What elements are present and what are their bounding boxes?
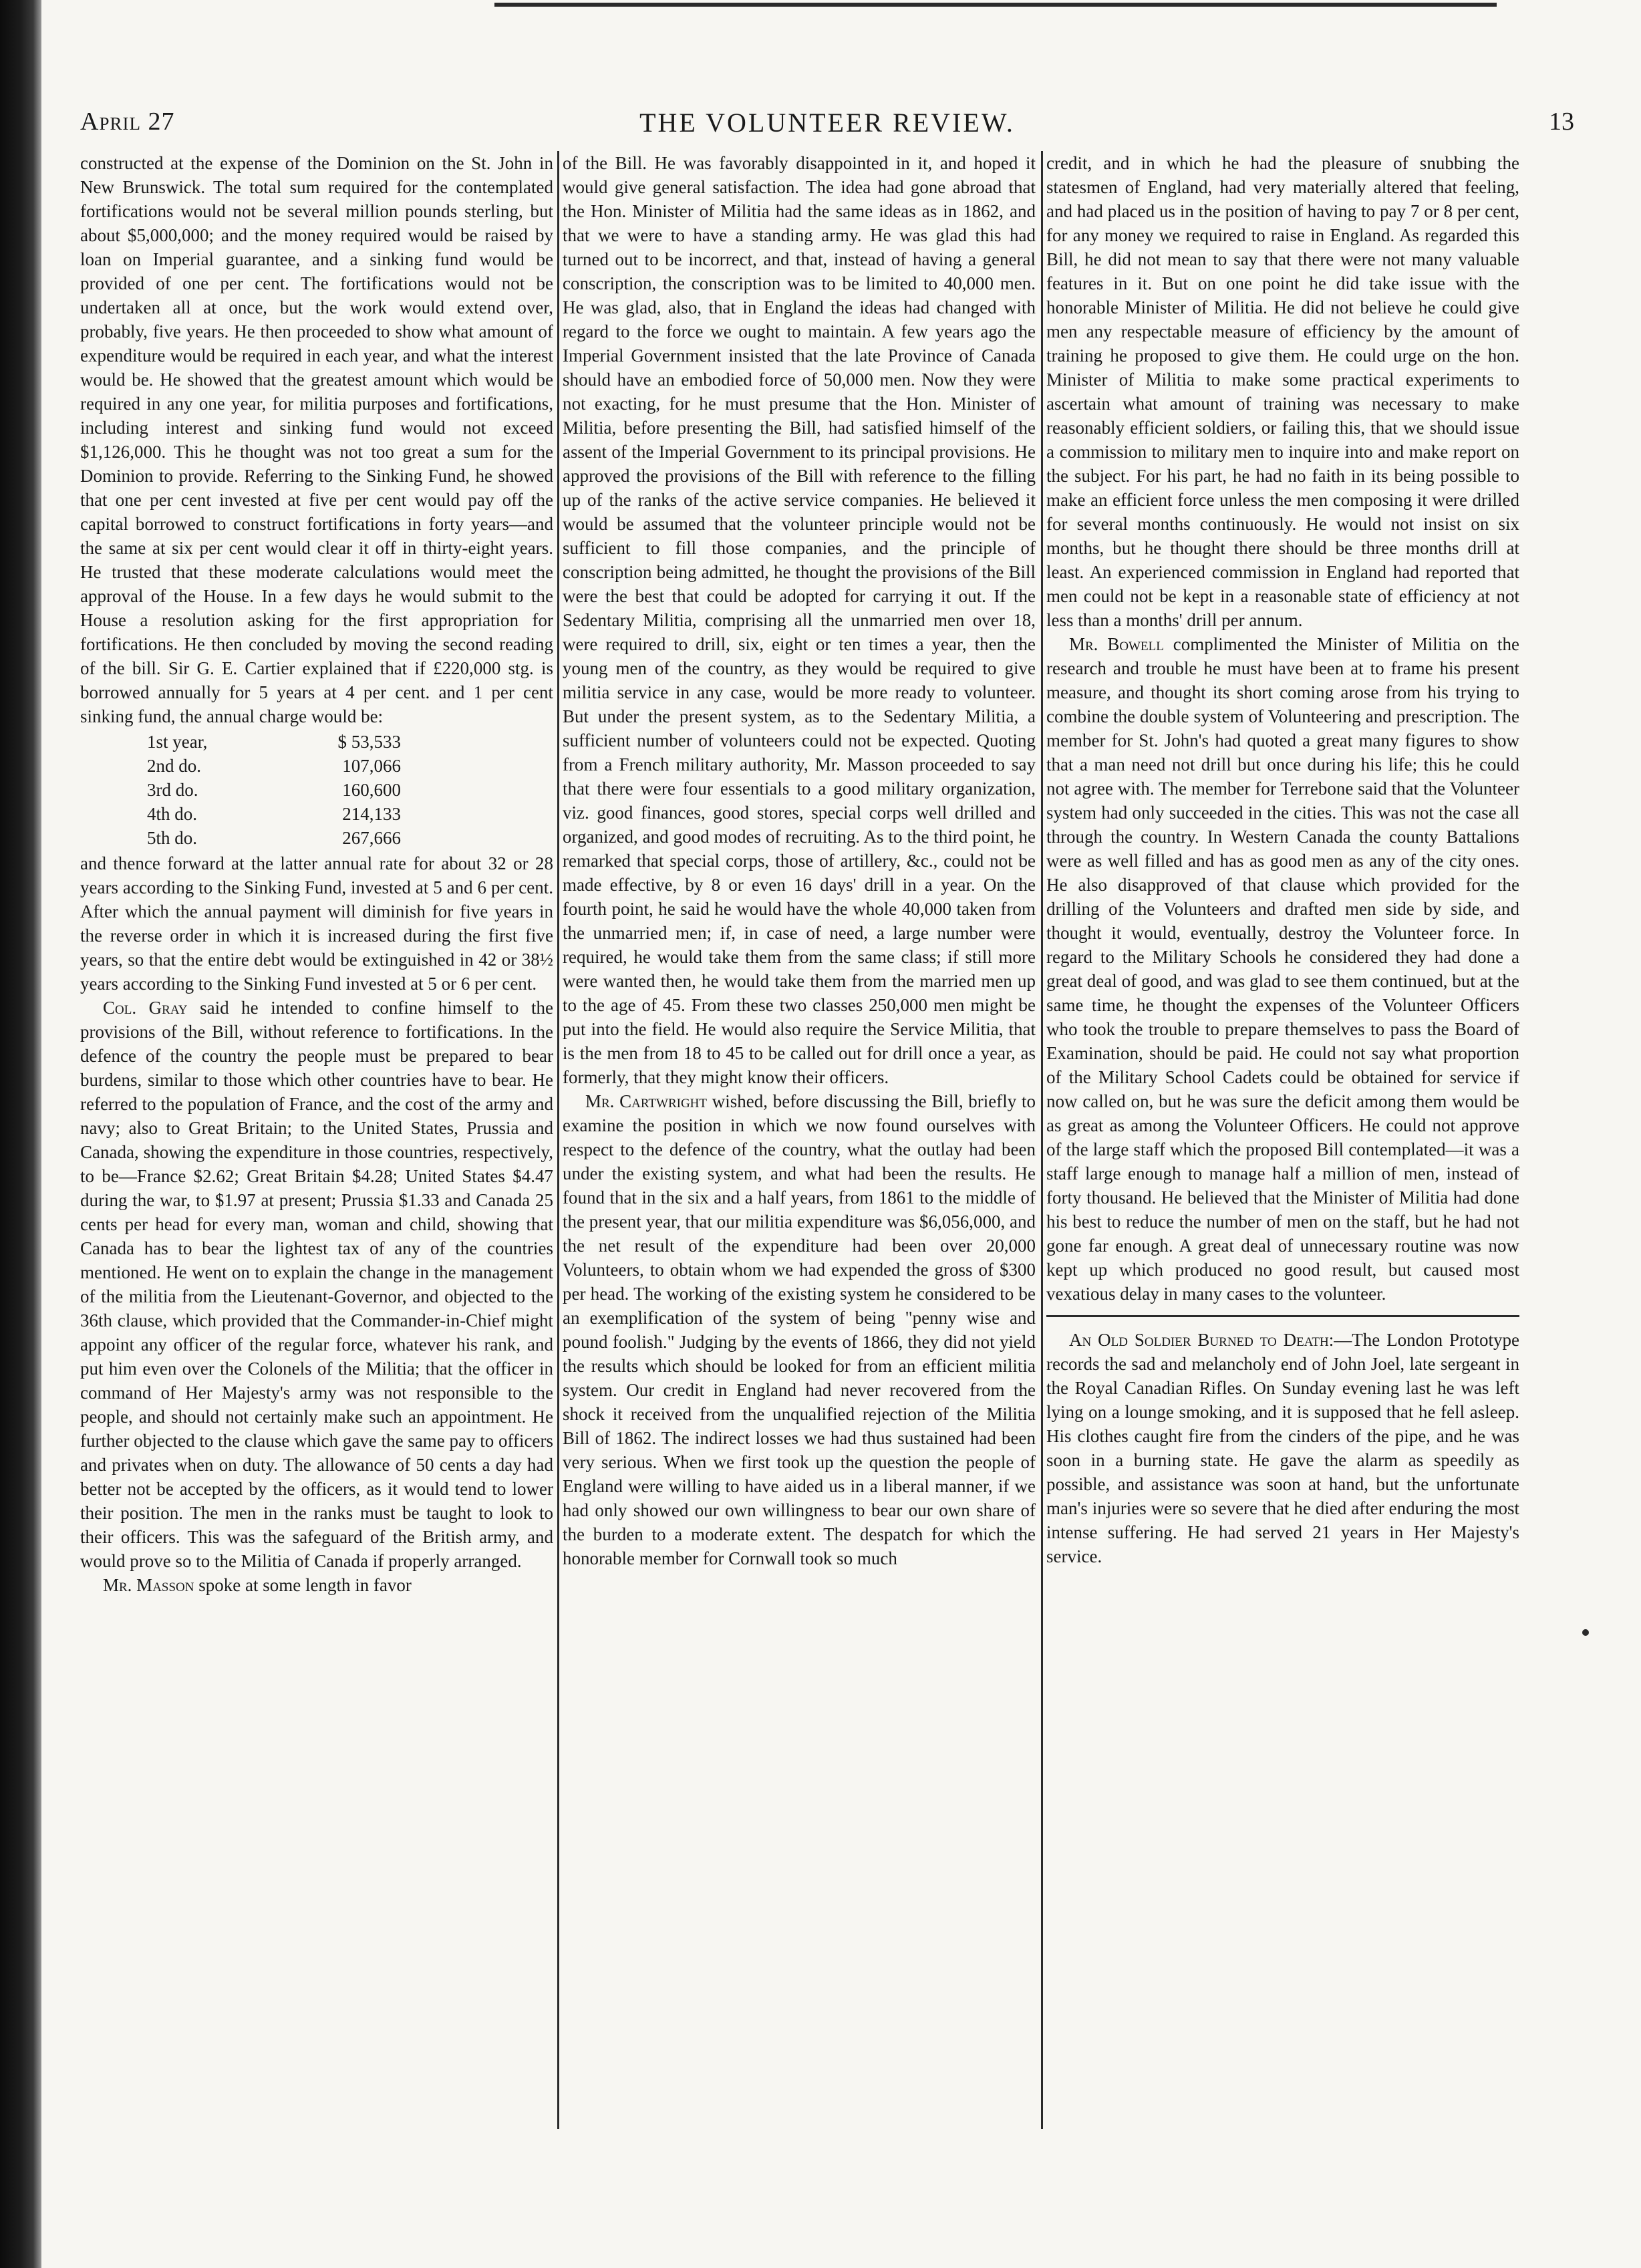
column-rule-2 — [1041, 151, 1043, 2129]
schedule-label: 2nd do. — [147, 756, 201, 776]
schedule-amount: 160,600 — [342, 780, 401, 800]
schedule-amount: 267,666 — [342, 828, 401, 848]
page-binding-edge — [0, 0, 41, 2268]
column-rule-1 — [557, 151, 559, 2129]
col3-paragraph-1: credit, and in which he had the pleasure of snubbing the statesmen of England, had very materially altered that feeling, and had placed us in the position of having to pay 7 or 8 per cent, for any money we required to raise in England. As regarded this Bill, he did not mean to say that there were not many valuable features in it. But on one point he did take issue with the honorable Minister of Militia. He did not believe he could give men any respectable measure of efficiency by the amount of training he proposed to give them. He could urge on the hon. Minister of Militia to make some practical experiments to ascertain what amount of training was necessary to make reasonably efficient soldiers, or failing this, that we should issue a commission to military men to inquire into and make report on the subject. For his part, he had no faith in its being possible to make an efficient force unless the men composing it were drilled for several months continuously. He would not insist on six months, but he thought there should be three months drill at least. An experienced commission in England had reported that men could not be kept in a reasonable state of efficiency at not less than a months' drill per annum. — [1046, 153, 1519, 630]
column-1 — [80, 151, 553, 2209]
speech-text: spoke at some length in favor — [194, 1575, 412, 1595]
speaker-name: Mr. Cartwright — [585, 1091, 708, 1111]
page-header — [80, 107, 1574, 147]
article-heading: An Old Soldier Burned to Death — [1069, 1330, 1329, 1350]
speech-text: wished, before discussing the Bill, briefly to examine the position in which we now found ourselves with respect to the defence of the country, what the outlay had been under the existing system, and what had been the results. He found that in the six and a half years, from 1861 to the middle of the present year, that our militia expenditure was $6,056,000, and the net result of the expenditure had been over 20,000 Volunteers, to obtain whom we had expended the gross of $300 per head. The working of the existing system he considered to be an exemplification of the system of being "penny wise and pound foolish." Judging by the events of 1866, they did not yield the results which should be looked for from an efficient militia system. Our credit in England had never recovered from the shock it received from the unqualified rejection of the Militia Bill of 1862. The indirect losses we had thus sustained had been very serious. When we first took up the question the people of England were willing to have aided us in a liberal manner, if we had only showed our own willingness to bear our own share of the burden to a moderate extent. The despatch for which the honorable member for Cornwall took so much — [563, 1091, 1036, 1568]
publication-title: THE VOLUNTEER REVIEW. — [639, 108, 1015, 138]
col1-paragraph-2: and thence forward at the latter annual rate for about 32 or 28 years according to the Sinking Fund, invested at 5 and 6 per cent. After which the annual payment will diminish for five years in the reverse order in which it is increased during the first five years, so that the entire debt would be extinguished in 42 or 38½ years according to the Sinking Fund invested at 5 or 6 per cent. — [80, 853, 553, 994]
schedule-row — [147, 826, 401, 850]
col2-paragraph-1: of the Bill. He was favorably disappointed in it, and hoped it would give general satisfaction. The idea had gone abroad that the Hon. Minister of Militia had the same ideas as in 1862, and that we were to have a standing army. He was glad this had turned out to be incorrect, and that, instead of having a general conscription, the conscription was to be limited to 40,000 men. He was glad, also, that in England the ideas had changed with regard to the force we ought to maintain. A few years ago the Imperial Government insisted that the late Province of Canada should have an embodied force of 50,000 men. Now they were not exacting, for he must presume that the Hon. Minister of Militia, before presenting the Bill, had satisfied himself of the assent of the Imperial Government to its principal provisions. He approved the provisions of the Bill with reference to the filling up of the ranks of the active service companies. He believed it would be assumed that the volunteer principle would not be sufficient to fill those companies, and the principle of conscription being admitted, he thought the provisions of the Bill were the best that could be adopted for carrying it out. If the Sedentary Militia, comprising all the unmarried men over 18, were required to drill, six, eight or ten times a year, then the young men of the country, as they would be required to give militia service in any case, would be more ready to volunteer. But under the present system, as to the Sedentary Militia, a sufficient number of volunteers could not be expected. Quoting from a French military authority, Mr. Masson proceeded to say that there were four essentials to a good military organization, viz. good finances, good stores, special corps well drilled and organized, and good modes of recruiting. As to the third point, he remarked that special corps, those of artillery, &c., could not be made effective, by 8 or even 16 days' drill in a year. On the fourth point, he said he would have the whole 40,000 taken from the unmarried men; if, in case of need, a large number were required, he would take them from the same class; if still more were wanted then, he would take them from the married men up to the age of 45. From these two classes 250,000 men might be put into the field. He would also require the Service Militia, that is the men from 18 to 45 to be called out for drill once a year, as formerly, that they might know their officers. — [563, 153, 1036, 1087]
schedule-row — [147, 754, 401, 778]
schedule-label: 5th do. — [147, 828, 198, 848]
column-3 — [1046, 151, 1519, 2209]
speaker-name: Col. Gray — [103, 998, 188, 1018]
ink-dot — [1582, 1629, 1589, 1636]
col1-paragraph-1: constructed at the expense of the Dominion on the St. John in New Brunswick. The total sum required for the contemplated fortifications would not be several million pounds sterling, but about $5,000,000; and the money required would be raised by loan on Imperial guarantee, and a sinking fund would be provided of one per cent. The fortifications would not be undertaken all at once, but the work would extend over, probably, five years. He then proceeded to show what amount of expenditure would be required in each year, and what the interest would be. He showed that the greatest amount which would be required in any one year, for militia purposes and fortifications, including interest and sinking fund would not exceed $1,126,000. This he thought was not too great a sum for the Dominion to provide. Referring to the Sinking Fund, he showed that one per cent invested at five per cent would pay off the capital borrowed to construct fortifications in forty years—and the same at six per cent would clear it off in thirty-eight years. He trusted that these moderate calculations would meet the approval of the House. In a few days he would submit to the House a resolution asking for the first appropriation for fortifications. He then concluded by moving the second reading of the bill. Sir G. E. Cartier explained that if £220,000 stg. is borrowed annually for 5 years at 4 per cent. and 1 per cent sinking fund, the annual charge would be: — [80, 153, 553, 726]
col1-paragraph-gray — [80, 996, 553, 1573]
schedule-amount: 214,133 — [342, 804, 401, 824]
col2-paragraph-cartwright — [563, 1089, 1036, 1570]
article-divider — [1046, 1315, 1519, 1317]
schedule-label: 3rd do. — [147, 780, 198, 800]
schedule-amount: $ 53,533 — [337, 732, 401, 752]
schedule-amount: 107,066 — [342, 756, 401, 776]
page-number: 13 — [1549, 108, 1574, 136]
speaker-name: Mr. Bowell — [1069, 634, 1164, 654]
col3-paragraph-bowell — [1046, 632, 1519, 1306]
speaker-name: Mr. Masson — [103, 1575, 194, 1595]
article-text: :—The London Prototype records the sad and melancholy end of John Joel, late sergeant in the Royal Canadian Rifles. On Sunday evening last he was left lying on a lounge smoking, and it is supposed that he fell asleep. His clothes caught fire from the cinders of the pipe, and he was soon in a burning state. He gave the alarm as speedily as possible, and assistance was soon at hand, but the unfortunate man's injuries were so severe that he died after enduring the most intense suffering. He had served 21 years in Her Majesty's service. — [1046, 1330, 1519, 1566]
header-date: April 27 — [80, 108, 175, 136]
schedule-row — [147, 778, 401, 802]
column-2 — [563, 151, 1036, 2209]
schedule-row — [147, 802, 401, 826]
col3-article-old-soldier — [1046, 1328, 1519, 1568]
speech-text: complimented the Minister of Militia on the research and trouble he must have been at to frame his present measure, and thought its short coming arose from his trying to combine the double system of Volunteering and prescription. The member for St. John's had quoted a great many figures to show that a man need not drill but once during his life; this he could not agree with. The member for Terrebone said that the Volunteer system had only succeeded in the cities. This was not the case all through the country. In Western Canada the county Battalions were as well filled and has as good men as any of the city ones. He also disapproved of that clause which provided for the drilling of the Volunteers and drafted men side by side, and thought it would, eventually, destroy the Volunteer force. In regard to the Military Schools he considered they had done a great deal of good, and was glad to see them continued, but at the same time, he thought the expenses of the Volunteer Officers who took the trouble to prepare themselves to pass the Board of Examination, should be paid. He could not say what proportion of the Military School Cadets could be obtained for service if now called on, but he was sure the deficit among them would be as great as among the Volunteer Officers. He could not approve of the large staff which the proposed Bill contemplated—it was a staff large enough to manage half a million of men, instead of forty thousand. He believed that the Minister of Militia had done his best to reduce the number of men on the staff, but he had not gone far enough. A great deal of unnecessary routine was now kept up which produced no good result, but caused most vexatious delay in many cases to the volunteer. — [1046, 634, 1519, 1304]
col1-paragraph-masson — [80, 1573, 553, 1597]
schedule-label: 4th do. — [147, 804, 198, 824]
schedule-label: 1st year, — [147, 732, 208, 752]
top-rule — [494, 3, 1497, 7]
speech-text: said he intended to confine himself to the provisions of the Bill, without reference to fortifications. In the defence of the country the people must be prepared to bear burdens, similar to those which other countries have to bear. He referred to the population of France, and the cost of the army and navy; also to Great Britain; to the United States, Prussia and Canada, showing the expenditure in those countries, respectively, to be—France $2.62; Great Britain $4.28; United States $4.47 during the war, to $1.97 at present; Prussia $1.33 and Canada 25 cents per head for every man, woman and child, showing that Canada has to bear the lightest tax of any of the countries mentioned. He went on to explain the change in the management of the militia from the Lieutenant-Governor, and objected to the 36th clause, which provided that the Commander-in-Chief might appoint any officer of the regular force, whatever his rank, and put him even over the Colonels of the Militia; that the officer in command of Her Majesty's army was not responsible to the people, and should not certainly make such an appointment. He further objected to the clause which gave the same pay to officers and privates when on duty. The allowance of 50 cents a day had better not be accepted by the officers, as it would tend to lower their position. The men in the ranks must be taught to look to their officers. This was the safeguard of the British army, and would prove so to the Militia of Canada if properly arranged. — [80, 998, 553, 1571]
annual-charge-schedule — [147, 730, 401, 850]
schedule-row — [147, 730, 401, 754]
